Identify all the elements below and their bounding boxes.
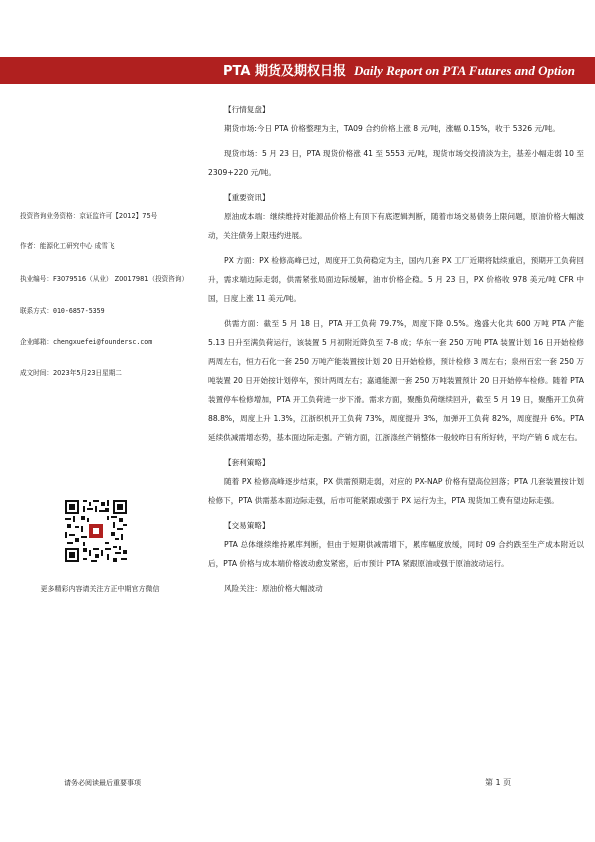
header-banner: [0, 57, 595, 84]
report-body: [208, 100, 584, 604]
sidebar-label: 成文时间：: [20, 369, 53, 377]
sidebar-qualification: [20, 210, 157, 220]
section-important-news: [208, 188, 584, 447]
sidebar-value: 能源化工研究中心 成雪飞: [39, 242, 115, 250]
section-title: 【套利策略】: [224, 458, 270, 467]
report-title-en: Daily Report on PTA Futures and Option: [353, 63, 575, 78]
section-arbitrage-strategy: [208, 453, 584, 510]
sidebar-label: 企业邮箱：: [20, 338, 53, 346]
section-market-review: [208, 100, 584, 182]
section-title: 【交易策略】: [224, 521, 270, 530]
sidebar-label: 执业编号：: [20, 275, 53, 283]
paragraph: 供需方面：截至 5 月 18 日，PTA 开工负荷 79.7%，周度下降 0.5%。逸盛大化共 600 万吨 PTA 产能 5.13 日升至满负荷运行，该装置 5 月初附近降负至 7-8 成；华东一套 250 万吨 PTA 装置计划 16 日开始检修两周左右，恒力石化一套 250 万吨产能装置按计划 20 日开始检修，预计检修 3 周左右；泉州百宏一套 250 万吨装置 20 日开始按计划停车，预计两周左右；嘉通能源一套 250 万吨装置预计 20 日开始停车检修。随着 PTA 装置停车检修增加，PTA 开工负荷进一步下滑。需求方面，聚酯负荷继续回升，截至 5 月 19 日，聚酯开工负荷 88.8%，周度上升 1.3%，江浙织机开工负荷 73%，周度提升 3%，加弹开工负荷 82%，周度提升 6%。PTA 延续供减需增态势，基本面边际走强。产销方面，江浙涤丝产销整体一般较昨日有所好转，平均产销 6 成左右。: [208, 319, 584, 442]
qr-code-icon: [63, 498, 129, 564]
page-number: 第 1 页: [485, 778, 512, 787]
sidebar-label: 联系方式：: [20, 307, 53, 315]
paragraph: PTA 总体继续维持累库判断，但由于短期供减需增下，累库幅度放缓，同时 09 合约跌至生产成本附近以后，PTA 价格与成本端价格波动愈发紧密，后市预计 PTA 紧跟原油或强于原油波动运行。: [208, 540, 584, 568]
section-title: 【重要资讯】: [224, 193, 270, 202]
sidebar-label: 作者：: [20, 242, 40, 250]
paragraph: PX 方面：PX 检修高峰已过，周度开工负荷稳定为主，国内几套 PX 工厂近期将陆续重启，预期开工负荷回升，需求端边际走弱，供需紧张局面边际缓解，油市价格企稳。5 月 23 日，PX 价格收 978 美元/吨 CFR 中国，日度上涨 11 美元/吨。: [208, 256, 584, 303]
sidebar-value: 2023年5月23日星期二: [52, 369, 122, 377]
sidebar-label: 投资咨询业务资格：: [20, 212, 80, 220]
sidebar-email[interactable]: [20, 336, 152, 346]
email-link[interactable]: chengxuefei@foundersc.com: [52, 338, 153, 346]
sidebar-license-number: [20, 273, 188, 283]
sidebar-value: 010-6857-5359: [52, 307, 105, 315]
sidebar-date: [20, 367, 122, 377]
sidebar-value: 京证监许可【2012】75号: [79, 212, 158, 220]
paragraph: 随着 PX 检修高峰逐步结束，PX 供需预期走弱，对应的 PX-NAP 价格有望高位回落；PTA 几套装置按计划检修下，PTA 供需基本面边际走强，后市可能紧跟或强于 PX 运行为主，PTA 现货加工费有望边际走强。: [208, 477, 584, 505]
sidebar-value: F3079516（从业） Z0017981（投资咨询）: [52, 275, 189, 283]
report-title-cn: PTA 期货及期权日报: [222, 64, 346, 79]
section-title: 【行情复盘】: [224, 105, 270, 114]
qr-caption: 更多精彩内容请关注方正中期官方微信: [40, 585, 160, 593]
paragraph: 现货市场：5 月 23 日，PTA 现货价格涨 41 至 5553 元/吨，现货市场交投清淡为主，基差小幅走弱 10 至 2309+220 元/吨。: [208, 149, 584, 177]
paragraph: 原油成本端：继续维持对能源品价格上有顶下有底逻辑判断，随着市场交易债务上限问题，原油价格大幅波动，关注债务上限违约进展。: [208, 212, 584, 240]
sidebar-author: [20, 240, 114, 250]
report-title: [223, 57, 575, 84]
section-trading-strategy: [208, 516, 584, 598]
risk-note: 风险关注：原油价格大幅波动: [224, 584, 323, 593]
sidebar-contact: [20, 305, 105, 315]
footer-disclaimer-note: 请务必阅读最后重要事项: [64, 779, 141, 787]
paragraph: 期货市场:今日 PTA 价格整理为主，TA09 合约价格上涨 8 元/吨，涨幅 0.15%，收于 5326 元/吨。: [224, 124, 560, 133]
